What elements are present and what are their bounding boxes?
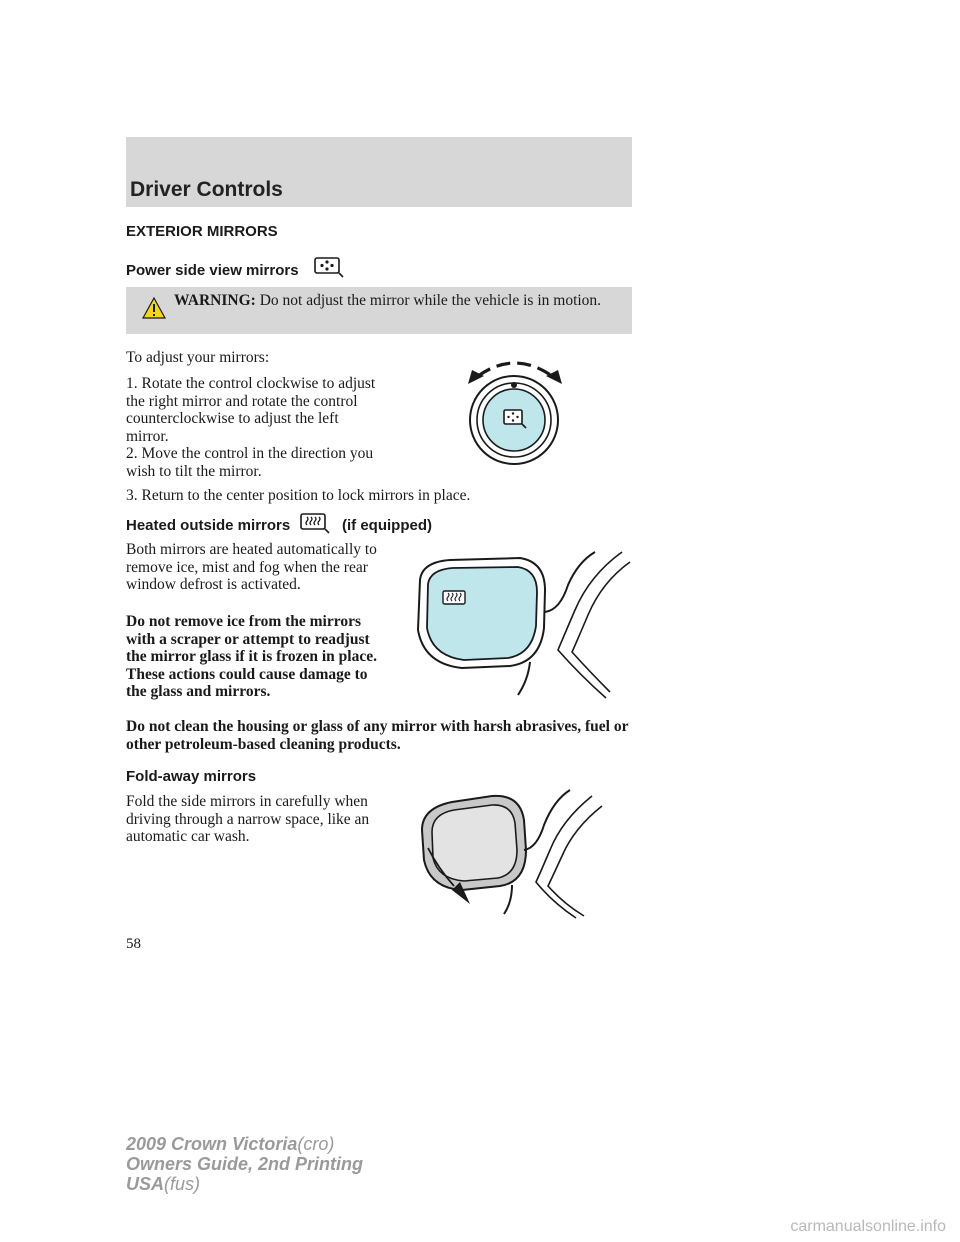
section-header-band [126,137,632,207]
heated-mirrors-ice-caution: Do not remove ice from the mirrors with a scraper or attempt to readjust the mirror glass if it is frozen in place. These actions could cause damage to the glass and mirrors. [126,613,377,700]
adjust-intro: To adjust your mirrors: [126,349,270,366]
warning-message: Do not adjust the mirror while the vehicle is in motion. [259,292,602,309]
footer-market-code: (fus) [164,1174,201,1194]
heated-mirror-illustration [410,550,630,700]
footer-model: 2009 Crown Victoria [126,1134,298,1154]
mirror-cleaning-caution: Do not clean the housing or glass of any mirror with harsh abrasives, fuel or other petroleum-based cleaning products. [126,718,629,753]
heated-mirrors-description: Both mirrors are heated automatically to remove ice, mist and fog when the rear window defrost is activated. [126,541,377,593]
warning-text [174,292,614,310]
footer-line-3 [126,1174,363,1194]
site-watermark: carmanualsonline.info [790,1218,946,1235]
warning-box [126,287,632,334]
adjust-step-3: 3. Return to the center position to lock mirrors in place. [126,487,471,504]
foldaway-mirror-illustration [412,790,602,920]
heated-mirror-icon [300,512,330,534]
foldaway-mirrors-heading: Fold-away mirrors [126,768,257,785]
footer-line-1 [126,1134,363,1154]
footer-line-2 [126,1154,363,1174]
mirror-control-knob-illustration [460,354,570,470]
footer-model-code: (cro) [297,1134,335,1154]
power-mirrors-title: Power side view mirrors [126,262,299,279]
page-number: 58 [126,936,141,952]
adjust-step-1: 1. Rotate the control clockwise to adjust the right mirror and rotate the control counterclockwise to adjust the left mirror. [126,375,376,445]
power-mirror-control-icon [314,256,344,278]
footer-market: USA [126,1174,165,1194]
warning-triangle-icon [142,297,166,319]
heated-mirrors-suffix: (if equipped) [342,517,432,534]
footer-guide-edition: Owners Guide, 2nd Printing [126,1154,364,1174]
section-title: EXTERIOR MIRRORS [126,223,278,240]
heated-mirrors-heading-title: Heated outside mirrors [126,517,291,534]
document-footer [126,1134,363,1194]
chapter-title: Driver Controls [130,178,283,201]
adjust-step-2: 2. Move the control in the direction you wish to tilt the mirror. [126,445,374,480]
power-mirrors-heading [126,262,299,279]
foldaway-mirrors-description: Fold the side mirrors in carefully when driving through a narrow space, like an automatic car wash. [126,793,370,845]
warning-label: WARNING: [174,292,256,309]
